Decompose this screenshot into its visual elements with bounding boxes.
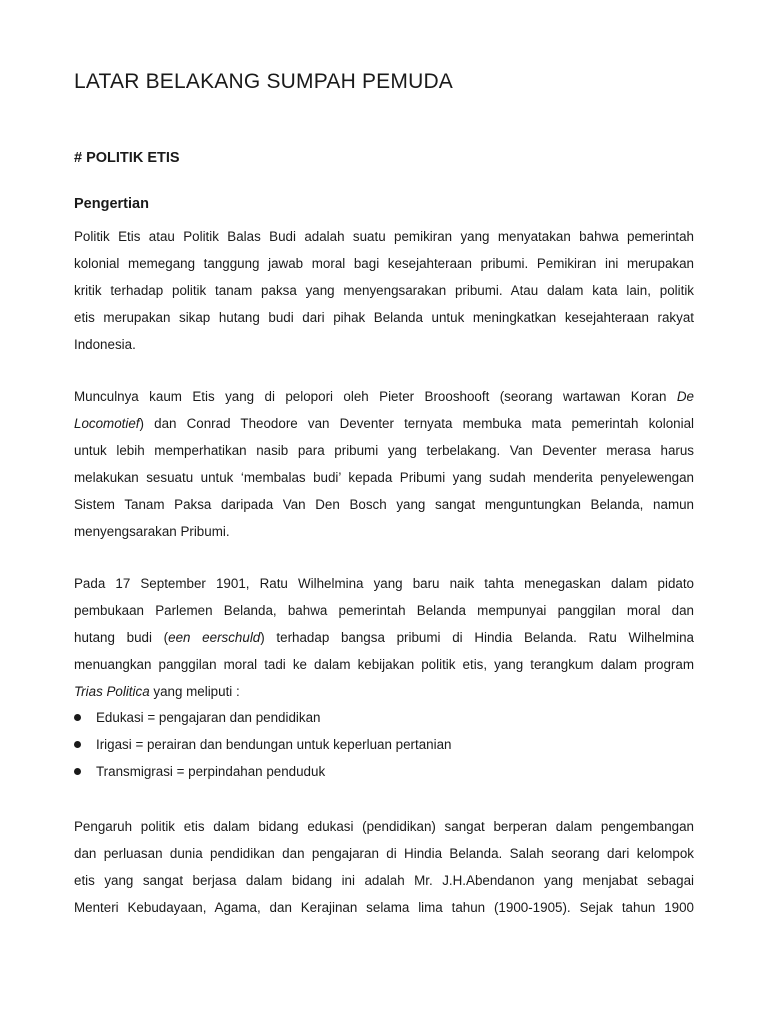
paragraph-line [74,383,694,410]
list-item-text: Edukasi = pengajaran dan pendidikan [96,710,321,725]
paragraph-line: Pada 17 September 1901, Ratu Wilhelmina yang baru naik tahta menegaskan dalam pidato [74,576,694,591]
paragraph-line: melakukan sesuatu untuk ‘membalas budi’ kepada Pribumi yang sudah menderita penyelewengan [74,470,694,485]
paragraph-education-influence [74,813,694,921]
text-run: hutang budi ( [74,630,169,645]
sub-heading: Pengertian [74,196,149,212]
paragraph-line: Politik Etis atau Politik Balas Budi adalah suatu pemikiran yang menyatakan bahwa pemerintah [74,229,694,244]
paragraph-line: dan perluasan dunia pendidikan dan pengajaran di Hindia Belanda. Salah seorang dari kelompok [74,846,694,861]
paragraph-line: untuk lebih memperhatikan nasib para pribumi yang terbelakang. Van Deventer merasa harus [74,443,694,458]
text-run: yang meliputi : [149,684,240,699]
section-heading: # POLITIK ETIS [74,150,180,166]
paragraph-line: menyengsarakan Pribumi. [74,524,230,539]
paragraph-line: pembukaan Parlemen Belanda, bahwa pemerintah Belanda mempunyai panggilan moral dan [74,603,694,618]
paragraph-line [74,624,694,651]
bullet-icon [74,768,81,775]
paragraph-wilhelmina [74,570,694,705]
paragraph-line: Pengaruh politik etis dalam bidang edukasi (pendidikan) sangat berperan dalam pengembangan [74,819,694,834]
italic-text: Locomotief [74,416,140,431]
paragraph-etis-movement [74,383,694,545]
paragraph-line: kolonial memegang tanggung jawab moral bagi kesejahteraan pribumi. Pemikiran ini merupakan [74,256,694,271]
paragraph-line: kritik terhadap politik tanam paksa yang menyengsarakan pribumi. Atau dalam kata lain, politik [74,283,694,298]
text-run: ) dan Conrad Theodore van Deventer ternyata membuka mata pemerintah kolonial [139,416,694,431]
list-item-text: Irigasi = perairan dan bendungan untuk keperluan pertanian [96,737,452,752]
list-item-text: Transmigrasi = perpindahan penduduk [96,764,326,779]
paragraph-line: Sistem Tanam Paksa daripada Van Den Bosch yang sangat menguntungkan Belanda, namun [74,497,694,512]
list-item [74,758,694,785]
list-item [74,731,694,758]
paragraph-line: etis merupakan sikap hutang budi dari pihak Belanda untuk meningkatkan kesejahteraan rakyat [74,310,694,325]
paragraph-line: etis yang sangat berjasa dalam bidang ini adalah Mr. J.H.Abendanon yang menjabat sebagai [74,873,694,888]
text-run: Munculnya kaum Etis yang di pelopori oleh Pieter Brooshooft (seorang wartawan Koran [74,389,667,404]
paragraph-line: Menteri Kebudayaan, Agama, dan Kerajinan selama lima tahun (1900-1905). Sejak tahun 1900 [74,900,694,915]
paragraph-line: Indonesia. [74,337,136,352]
document-title: LATAR BELAKANG SUMPAH PEMUDA [74,70,454,93]
paragraph-line [74,678,694,705]
bullet-list [74,704,694,785]
italic-text: Trias Politica [74,684,150,699]
bullet-icon [74,741,81,748]
italic-text: De [676,389,694,404]
paragraph-line: menuangkan panggilan moral tadi ke dalam kebijakan politik etis, yang terangkum dalam program [74,657,694,672]
list-item [74,704,694,731]
paragraph-definition [74,223,694,358]
italic-text: een eerschuld [168,630,261,645]
text-run: ) terhadap bangsa pribumi di Hindia Belanda. Ratu Wilhelmina [260,630,695,645]
bullet-icon [74,714,81,721]
paragraph-line [74,410,694,437]
